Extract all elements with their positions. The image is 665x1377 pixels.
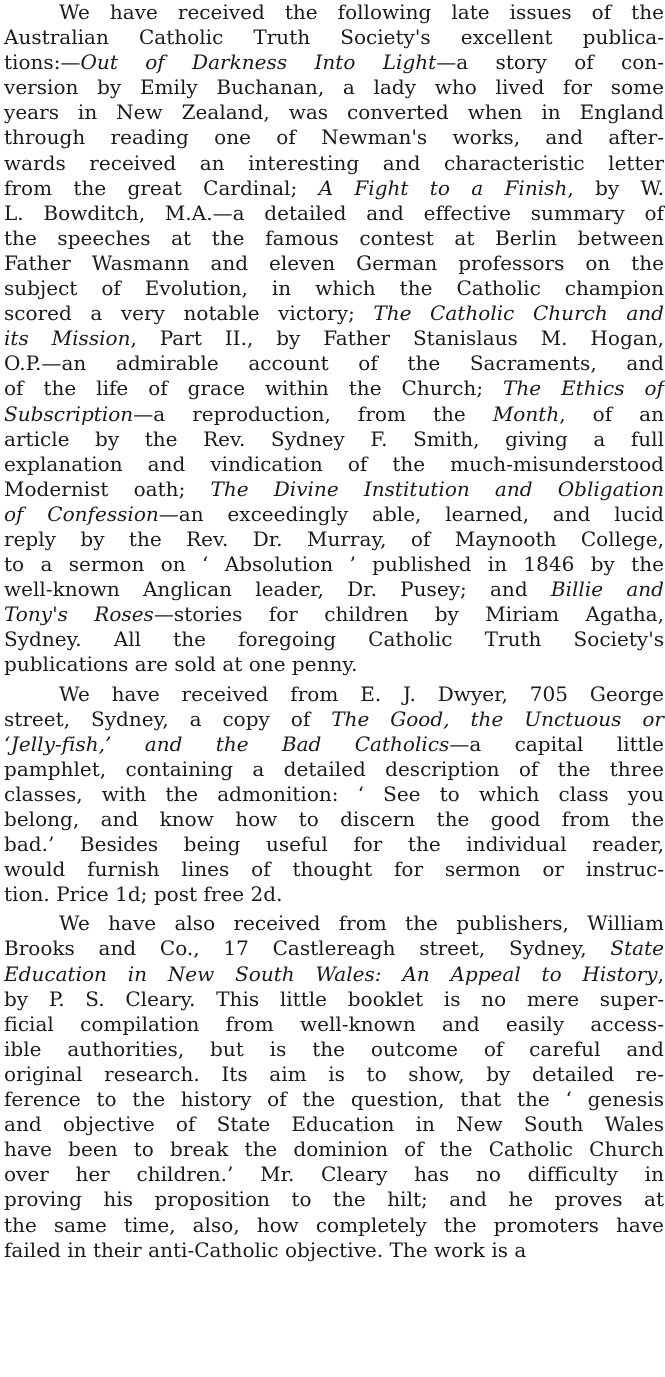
text-run: —a reproduction, from the xyxy=(133,401,493,426)
text-run: ficial compilation from well-known and easily access- xyxy=(4,1011,664,1036)
text-run: O.P.—an admirable account of the Sacraments, and xyxy=(4,351,664,376)
text-line xyxy=(4,502,664,527)
italic-title: Tony's Roses xyxy=(4,602,154,627)
text-line xyxy=(4,832,664,857)
italic-title: Out of Darkness Into Light xyxy=(80,50,437,75)
text-run: over her children.’ Mr. Cleary has no difficulty in xyxy=(4,1162,664,1187)
text-line xyxy=(4,1087,664,1112)
text-line xyxy=(4,911,664,936)
italic-title: A Fight to a Finish xyxy=(318,175,568,200)
italic-title: ‘Jelly-fish,’ and the Bad Catholics xyxy=(4,731,450,756)
text-run: ible authorities, but is the outcome of careful and xyxy=(4,1036,664,1061)
text-run: , Part II., by Father Stanislaus M. Hogan, xyxy=(130,326,664,351)
text-line xyxy=(4,577,664,602)
text-run: Brooks and Co., 17 Castlereagh street, Sydney, xyxy=(4,936,611,961)
text-line xyxy=(4,882,664,907)
paragraph-cleary-booklet xyxy=(4,911,664,1262)
text-run: —a story of con- xyxy=(436,50,664,75)
italic-title: The Catholic Church and xyxy=(373,301,664,326)
text-run: publications are sold at one penny. xyxy=(4,652,358,677)
text-line xyxy=(4,0,664,25)
paragraph-cts-publications xyxy=(4,0,664,678)
italic-title: Month xyxy=(492,401,560,426)
text-run: pamphlet, containing a detailed description of the three xyxy=(4,756,664,781)
text-line xyxy=(4,25,664,50)
text-line xyxy=(4,682,664,707)
text-run: We have also received from the publishers, William xyxy=(59,911,664,936)
text-run: tions:— xyxy=(4,50,81,75)
italic-title: its Mission xyxy=(4,326,131,351)
text-run: We have received from E. J. Dwyer, 705 George xyxy=(59,681,664,706)
text-line xyxy=(4,326,664,351)
text-run: by P. S. Cleary. This little booklet is no mere super- xyxy=(4,986,664,1011)
text-line xyxy=(4,452,664,477)
text-run: article by the Rev. Sydney F. Smith, giving a full xyxy=(4,426,664,451)
text-run: reply by the Rev. Dr. Murray, of Maynooth College, xyxy=(4,526,664,551)
text-line xyxy=(4,276,664,301)
text-line xyxy=(4,176,664,201)
text-line xyxy=(4,1137,664,1162)
text-line xyxy=(4,527,664,552)
text-line xyxy=(4,427,664,452)
text-line xyxy=(4,602,664,627)
text-line xyxy=(4,1062,664,1087)
text-run: ference to the history of the question, that the ‘ genesis xyxy=(4,1087,664,1112)
text-run: the speeches at the famous contest at Berlin between xyxy=(4,225,664,250)
text-line xyxy=(4,962,664,987)
text-line xyxy=(4,477,664,502)
text-line xyxy=(4,1238,664,1263)
paragraph-dwyer-pamphlet xyxy=(4,682,664,908)
italic-title: The Divine Institution and Obligation xyxy=(210,476,664,501)
text-line xyxy=(4,1162,664,1187)
text-line xyxy=(4,402,664,427)
text-line xyxy=(4,251,664,276)
text-line xyxy=(4,226,664,251)
text-line xyxy=(4,376,664,401)
text-run: scored a very notable victory; xyxy=(4,301,374,326)
text-line xyxy=(4,1112,664,1137)
text-line xyxy=(4,857,664,882)
italic-title: State xyxy=(610,936,664,961)
text-run: years in New Zealand, was converted when in England xyxy=(4,100,664,125)
text-line xyxy=(4,75,664,100)
text-run: proving his proposition to the hilt; and he proves at xyxy=(4,1187,664,1212)
text-line xyxy=(4,125,664,150)
italic-title: of Confession xyxy=(4,501,159,526)
text-run: Sydney. All the foregoing Catholic Truth Society's xyxy=(4,627,664,652)
italic-title: Billie and xyxy=(550,577,664,602)
text-line xyxy=(4,936,664,961)
italic-title: The Good, the Unctuous or xyxy=(331,706,664,731)
text-line xyxy=(4,652,664,677)
text-run: and objective of State Education in New South Wales xyxy=(4,1112,664,1137)
text-run: wards received an interesting and characteristic letter xyxy=(4,150,664,175)
text-run: well-known Anglican leader, Dr. Pusey; and xyxy=(4,577,551,602)
text-run: —stories for children by Miriam Agatha, xyxy=(153,602,664,627)
text-run: Father Wasmann and eleven German professors on the xyxy=(4,250,664,275)
text-line xyxy=(4,707,664,732)
text-run: subject of Evolution, in which the Catholic champion xyxy=(4,276,664,301)
text-run: —a capital little xyxy=(449,731,664,756)
text-line xyxy=(4,151,664,176)
text-line xyxy=(4,50,664,75)
text-run: Modernist oath; xyxy=(4,476,211,501)
text-line xyxy=(4,1187,664,1212)
text-run: to a sermon on ‘ Absolution ’ published in 1846 by the xyxy=(4,552,664,577)
text-run: classes, with the admonition: ‘ See to which class you xyxy=(4,781,664,806)
text-run: We have received the following late issues of the xyxy=(59,0,664,24)
text-run: street, Sydney, a copy of xyxy=(4,706,332,731)
text-run: , by W. xyxy=(567,175,665,200)
text-run: original research. Its aim is to show, by detailed re- xyxy=(4,1061,664,1086)
text-run: tion. Price 1d; post free 2d. xyxy=(4,882,283,907)
text-line xyxy=(4,1037,664,1062)
text-run: , of an xyxy=(559,401,664,426)
text-run: —an exceedingly able, learned, and lucid xyxy=(158,501,664,526)
text-run: bad.’ Besides being useful for the individual reader, xyxy=(4,832,664,857)
text-run: would furnish lines of thought for sermon or instruc- xyxy=(4,857,664,882)
italic-title: Education in New South Wales: An Appeal to History xyxy=(4,961,658,986)
text-run: from the great Cardinal; xyxy=(4,175,319,200)
text-run: , xyxy=(657,961,664,986)
text-line xyxy=(4,757,664,782)
text-run: explanation and vindication of the much-misunderstood xyxy=(4,451,664,476)
text-line xyxy=(4,201,664,226)
text-line xyxy=(4,1012,664,1037)
text-run: L. Bowditch, M.A.—a detailed and effective summary of xyxy=(4,200,664,225)
text-line xyxy=(4,627,664,652)
text-run: the same time, also, how completely the promoters have xyxy=(4,1212,664,1237)
article-column xyxy=(4,0,664,1263)
text-run: version by Emily Buchanan, a lady who lived for some xyxy=(4,75,664,100)
text-run: Australian Catholic Truth Society's excellent publica- xyxy=(4,25,664,50)
text-run: have been to break the dominion of the Catholic Church xyxy=(4,1137,664,1162)
text-line xyxy=(4,732,664,757)
text-line xyxy=(4,807,664,832)
italic-title: Subscription xyxy=(4,401,134,426)
italic-title: The Ethics of xyxy=(503,376,664,401)
text-line xyxy=(4,1213,664,1238)
text-run: of the life of grace within the Church; xyxy=(4,376,504,401)
text-run: failed in their anti-Catholic objective. The work is a xyxy=(4,1237,527,1262)
text-line xyxy=(4,987,664,1012)
text-line xyxy=(4,782,664,807)
text-run: through reading one of Newman's works, and after- xyxy=(4,125,664,150)
text-line xyxy=(4,552,664,577)
text-line xyxy=(4,301,664,326)
text-run: belong, and know how to discern the good from the xyxy=(4,807,664,831)
text-line xyxy=(4,100,664,125)
text-line xyxy=(4,351,664,376)
